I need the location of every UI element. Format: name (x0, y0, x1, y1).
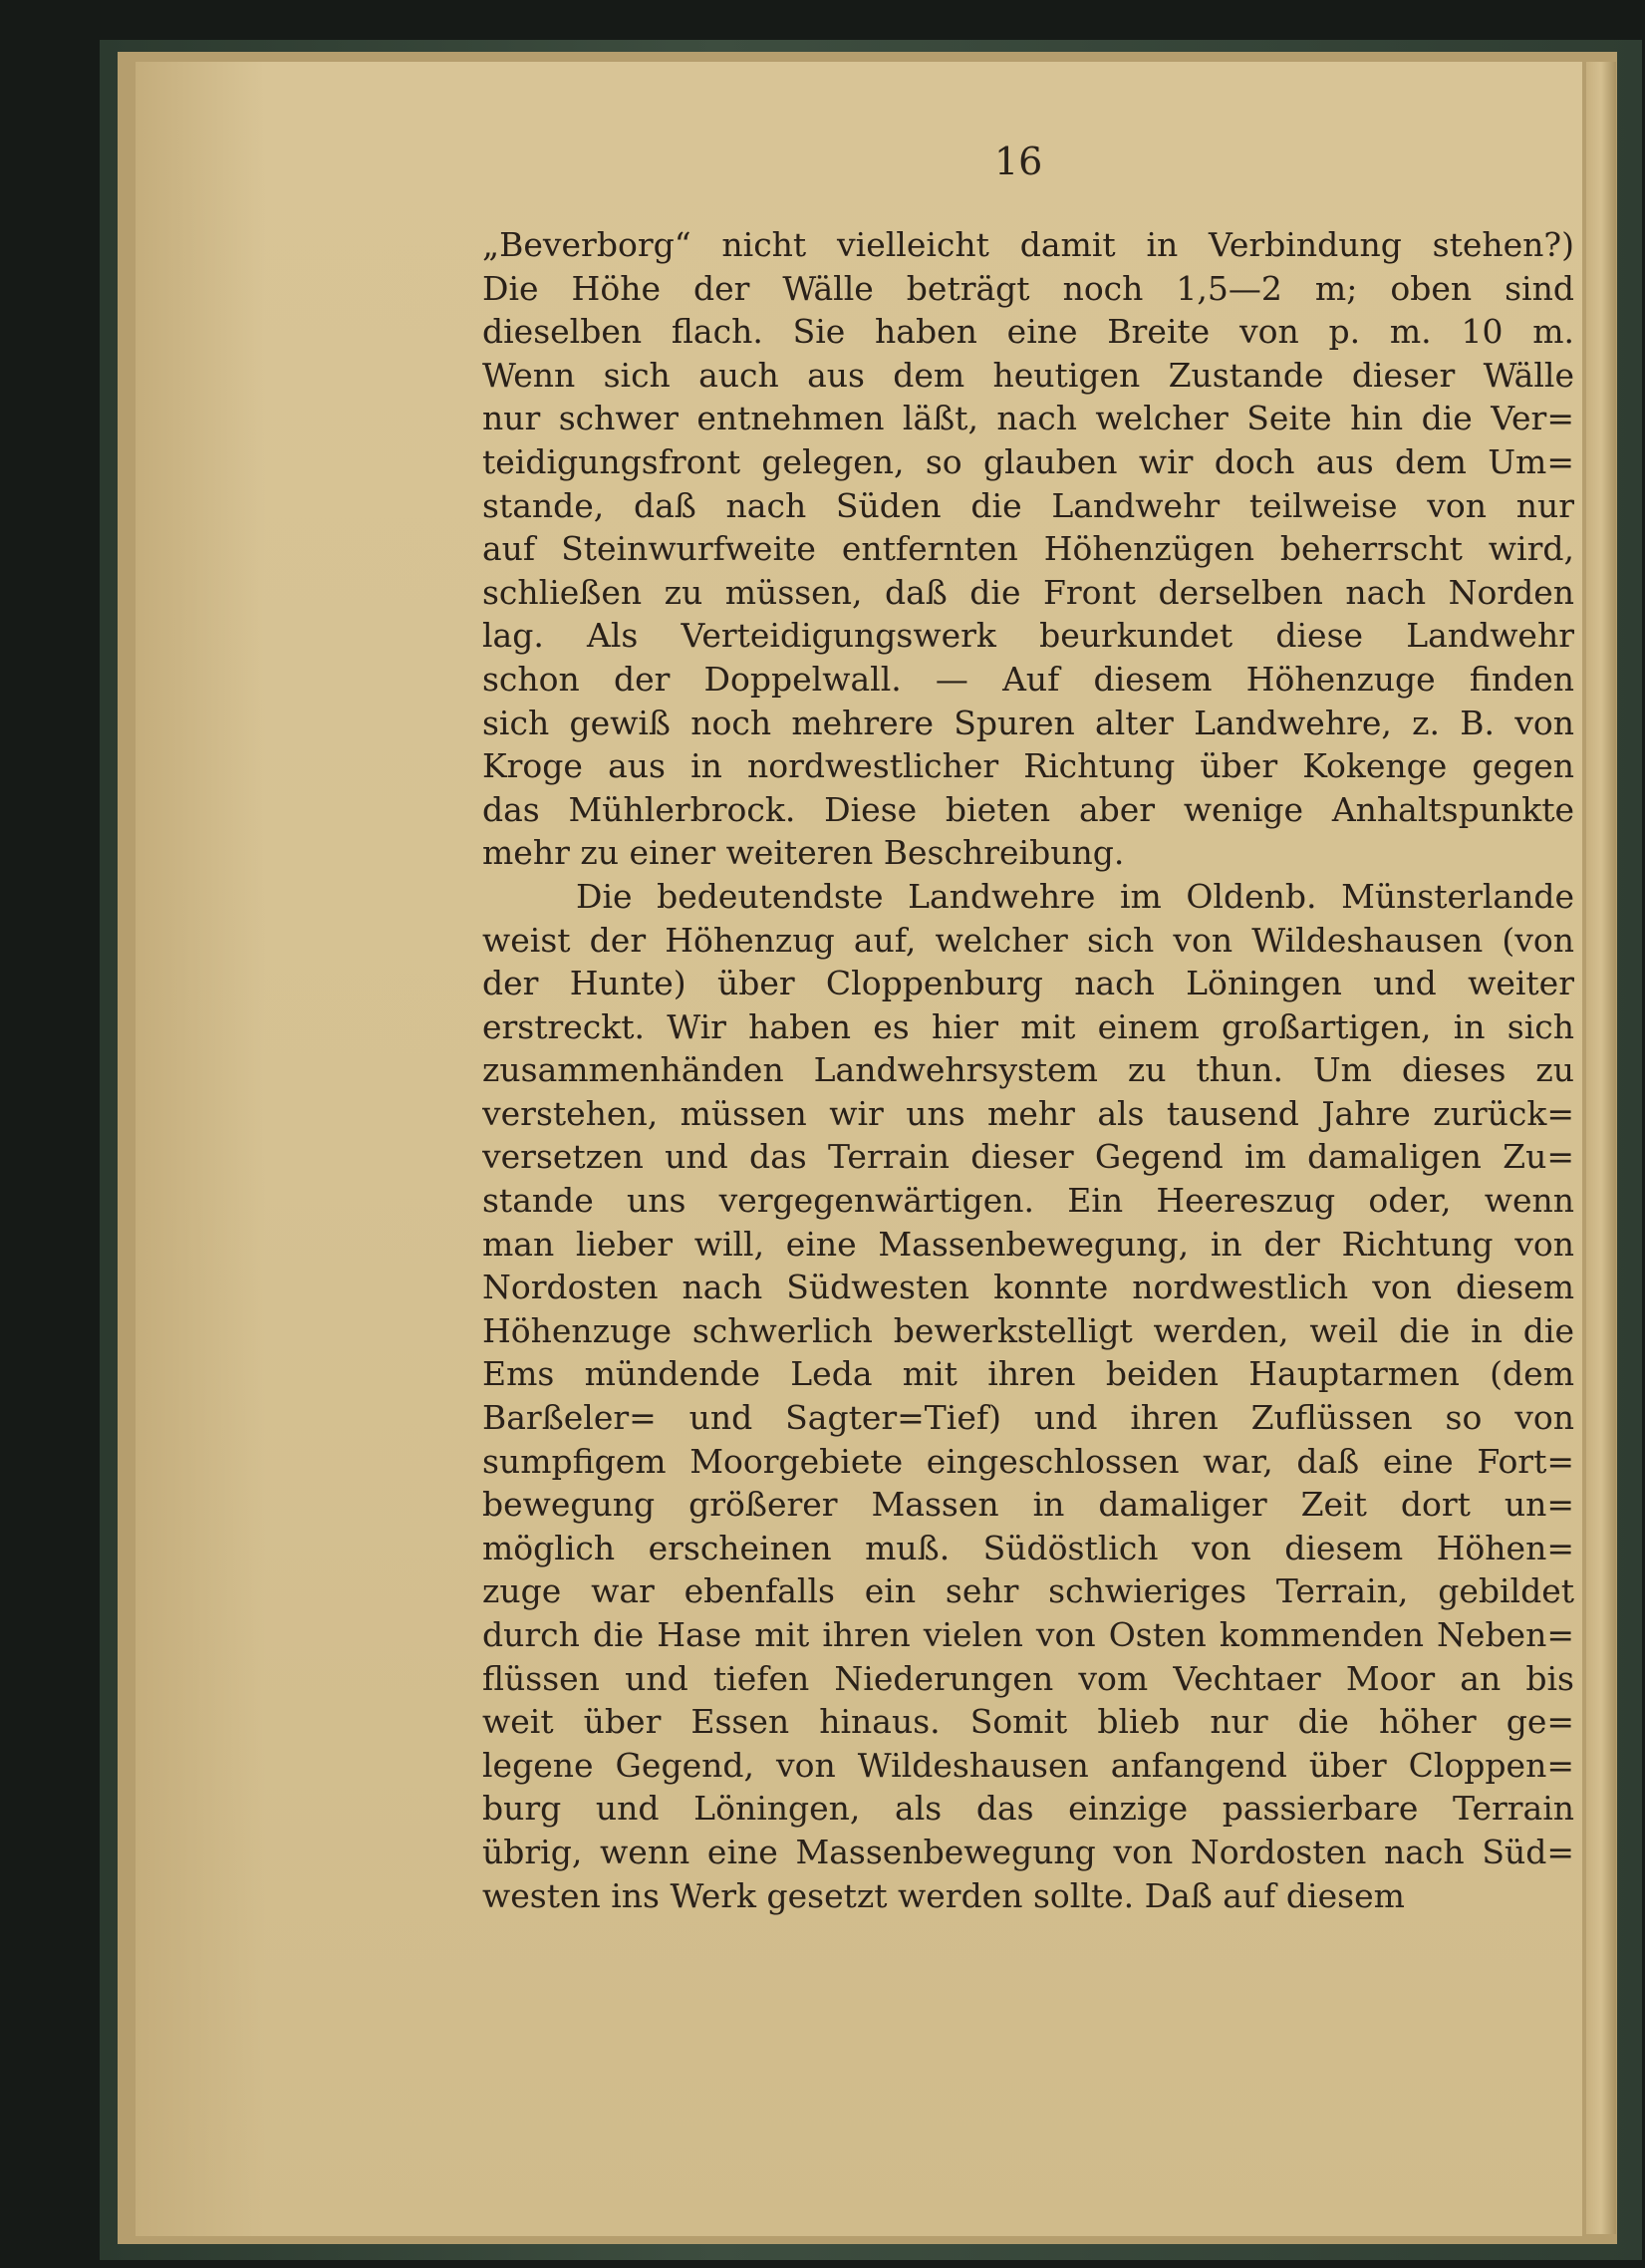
text-line: lag. Als Verteidigungswerk beurkundet diese Landwehr (482, 616, 1574, 656)
text-line: Barßeler= und Sagter=Tief) und ihren Zuflüssen so von (482, 1398, 1574, 1438)
text-line: erstreckt. Wir haben es hier mit einem großartigen, in sich (482, 1006, 1574, 1046)
text-line: auf Steinwurfweite entfernten Höhenzügen beherrscht wird, (482, 529, 1574, 569)
text-line: weit über Essen hinaus. Somit blieb nur die höher ge= (482, 1702, 1574, 1742)
text-line: man lieber will, eine Massenbewegung, in der Richtung von (482, 1224, 1574, 1264)
text-line: „Beverborg“ nicht vielleicht damit in Verbindung stehen?) (482, 225, 1574, 264)
text-line: sumpfigem Moorgebiete eingeschlossen war, daß eine Fort= (482, 1441, 1574, 1481)
text-line: bewegung größerer Massen in damaliger Zeit dort un= (482, 1485, 1574, 1525)
text-line: schon der Doppelwall. — Auf diesem Höhenzuge finden (482, 659, 1574, 699)
text-line: westen ins Werk gesetzt werden sollte. Daß auf diesem (482, 1875, 1405, 1915)
text-line: das Mühlerbrock. Diese bieten aber wenige Anhaltspunkte (482, 789, 1574, 829)
text-line: weist der Höhenzug auf, welcher sich von Wildeshausen (von (482, 920, 1574, 960)
text-line: mehr zu einer weiteren Beschreibung. (482, 833, 1125, 873)
text-line: verstehen, müssen wir uns mehr als tausend Jahre zurück= (482, 1093, 1574, 1133)
text-line: stande, daß nach Süden die Landwehr teilweise von nur (482, 485, 1574, 525)
text-line: Kroge aus in nordwestlicher Richtung über Kokenge gegen (482, 746, 1574, 786)
page-gutter-shadow (136, 62, 265, 2236)
text-line: durch die Hase mit ihren vielen von Osten kommenden Neben= (482, 1615, 1574, 1654)
text-line: Wenn sich auch aus dem heutigen Zustande dieser Wälle (482, 355, 1574, 395)
text-line: möglich erscheinen muß. Südöstlich von diesem Höhen= (482, 1528, 1574, 1567)
text-line: sich gewiß noch mehrere Spuren alter Landwehre, z. B. von (482, 703, 1574, 742)
text-line: zusammenhänden Landwehrsystem zu thun. Um dieses zu (482, 1050, 1574, 1090)
page-fore-edge (1586, 62, 1616, 2234)
text-line: Ems mündende Leda mit ihren beiden Hauptarmen (dem (482, 1354, 1574, 1394)
text-line: burg und Löningen, als das einzige passierbare Terrain (482, 1789, 1574, 1829)
text-line: teidigungsfront gelegen, so glauben wir doch aus dem Um= (482, 441, 1574, 481)
text-line: versetzen und das Terrain dieser Gegend im damaligen Zu= (482, 1137, 1574, 1177)
text-line: dieselben flach. Sie haben eine Breite von p. m. 10 m. (482, 312, 1574, 352)
text-line: legene Gegend, von Wildeshausen anfangend über Cloppen= (482, 1745, 1574, 1785)
text-line: der Hunte) über Cloppenburg nach Löningen und weiter (482, 964, 1574, 1003)
text-line: flüssen und tiefen Niederungen vom Vechtaer Moor an bis (482, 1658, 1574, 1698)
text-line: Die Höhe der Wälle beträgt noch 1,5—2 m; oben sind (482, 268, 1574, 308)
text-line: Die bedeutendste Landwehre im Oldenb. Münsterlande (576, 876, 1574, 916)
text-line: Höhenzuge schwerlich bewerkstelligt werden, weil die in die (482, 1310, 1574, 1350)
text-line: übrig, wenn eine Massenbewegung von Nordosten nach Süd= (482, 1832, 1574, 1871)
text-line: schließen zu müssen, daß die Front derselben nach Norden (482, 572, 1574, 612)
body-text (482, 223, 1574, 1917)
text-line: Nordosten nach Südwesten konnte nordwestlich von diesem (482, 1268, 1574, 1307)
text-line: nur schwer entnehmen läßt, nach welcher Seite hin die Ver= (482, 399, 1574, 438)
text-line: stande uns vergegenwärtigen. Ein Heereszug oder, wenn (482, 1181, 1574, 1221)
text-line: zuge war ebenfalls ein sehr schwieriges Terrain, gebildet (482, 1571, 1574, 1611)
page-number: 16 (994, 140, 1043, 183)
